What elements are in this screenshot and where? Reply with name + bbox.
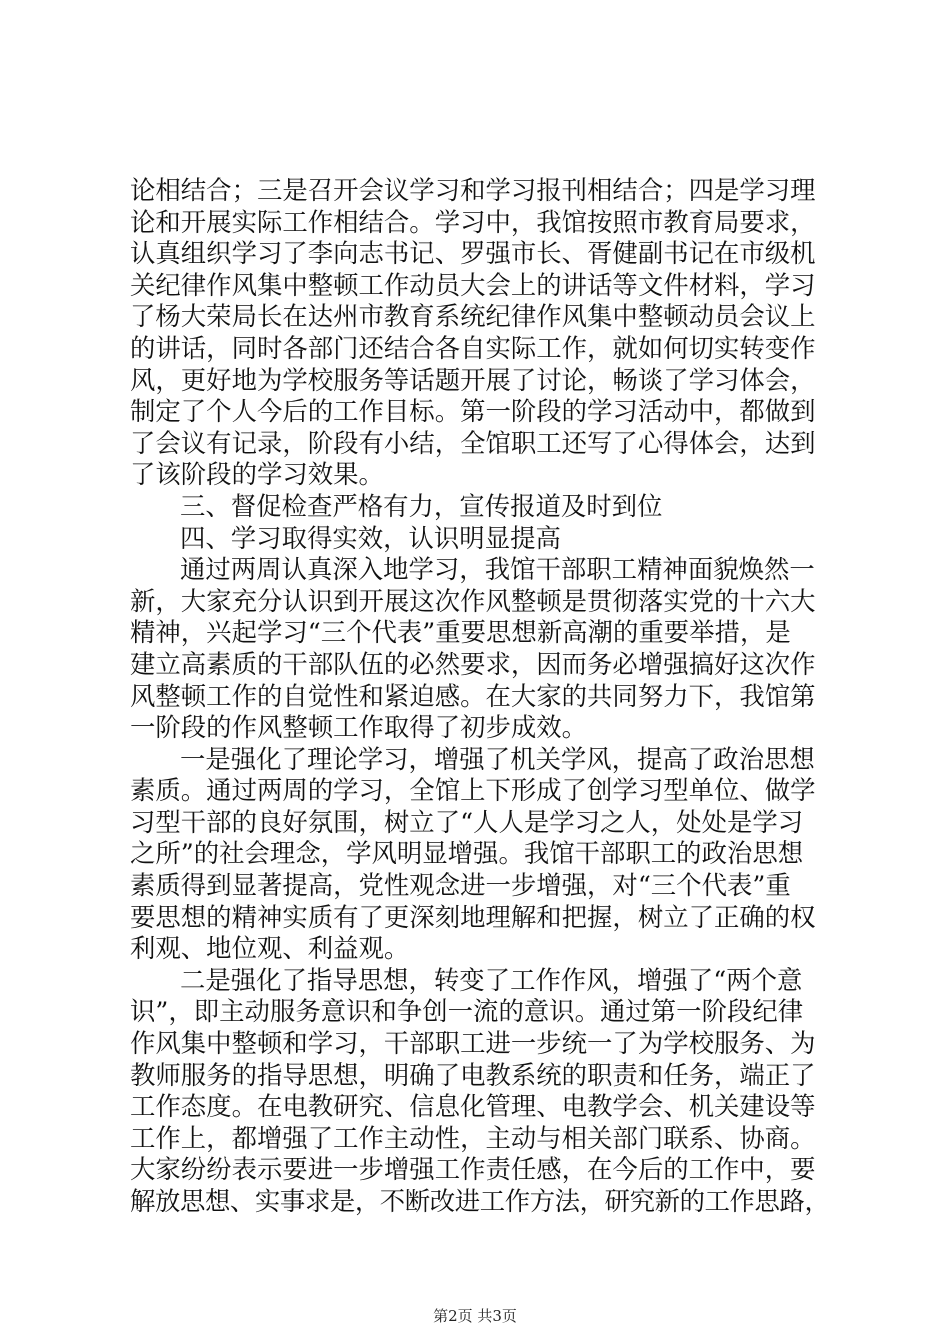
text-line: 利观、地位观、利益观。 (130, 933, 410, 964)
text-line: 关纪律作风集中整顿工作动员大会上的讲话等文件材料，学习 (130, 269, 816, 300)
text-line: 精神，兴起学习“三个代表”重要思想新高潮的重要举措，是 (130, 617, 791, 648)
text-line: 识”，即主动服务意识和争创一流的意识。通过第一阶段纪律 (130, 996, 804, 1027)
text-line: 工作上，都增强了工作主动性，主动与相关部门联系、协商。 (130, 1122, 816, 1153)
text-line: 习型干部的良好氛围，树立了“人人是学习之人，处处是学习 (130, 806, 804, 837)
page-footer: 第2页 共3页 (433, 1307, 517, 1325)
text-line: 四、学习取得实效，认识明显提高 (180, 522, 561, 553)
text-line: 了该阶段的学习效果。 (130, 459, 384, 490)
text-line: 作风集中整顿和学习，干部职工进一步统一了为学校服务、为 (130, 1028, 816, 1059)
document-body (130, 175, 830, 1218)
text-line: 建立高素质的干部队伍的必然要求，因而务必增强搞好这次作 (130, 648, 816, 679)
text-line: 新，大家充分认识到开展这次作风整顿是贯彻落实党的十六大 (130, 585, 816, 616)
text-line: 了杨大荣局长在达州市教育系统纪律作风集中整顿动员会议上 (130, 301, 816, 332)
text-line: 制定了个人今后的工作目标。第一阶段的学习活动中，都做到 (130, 396, 816, 427)
text-line: 解放思想、实事求是，不断改进工作方法，研究新的工作思路， (130, 1186, 830, 1216)
text-line: 素质得到显著提高，党性观念进一步增强，对“三个代表”重 (130, 870, 791, 901)
text-line: 了会议有记录，阶段有小结，全馆职工还写了心得体会，达到 (130, 427, 816, 458)
text-line: 的讲话，同时各部门还结合各自实际工作，就如何切实转变作 (130, 332, 816, 363)
text-line: 通过两周认真深入地学习，我馆干部职工精神面貌焕然一 (180, 554, 815, 585)
text-line: 一阶段的作风整顿工作取得了初步成效。 (130, 712, 588, 743)
text-line: 素质。通过两周的学习，全馆上下形成了创学习型单位、做学 (130, 775, 816, 806)
text-line: 风，更好地为学校服务等话题开展了讨论，畅谈了学习体会， (130, 364, 816, 395)
text-line: 一是强化了理论学习，增强了机关学风，提高了政治思想 (180, 743, 815, 774)
text-line: 教师服务的指导思想，明确了电教系统的职责和任务，端正了 (130, 1059, 816, 1090)
text-line: 论和开展实际工作相结合。学习中，我馆按照市教育局要求， (130, 206, 816, 237)
text-line: 工作态度。在电教研究、信息化管理、电教学会、机关建设等 (130, 1091, 816, 1122)
text-line: 三、督促检查严格有力，宣传报道及时到位 (180, 490, 663, 521)
text-line: 要思想的精神实质有了更深刻地理解和把握，树立了正确的权 (130, 901, 816, 932)
text-line: 认真组织学习了李向志书记、罗强市长、胥健副书记在市级机 (130, 238, 816, 269)
text-line: 二是强化了指导思想，转变了工作作风，增强了“两个意 (180, 964, 803, 995)
text-line: 大家纷纷表示要进一步增强工作责任感，在今后的工作中，要 (130, 1154, 816, 1185)
text-line: 之所”的社会理念，学风明显增强。我馆干部职工的政治思想 (130, 838, 804, 869)
text-line: 风整顿工作的自觉性和紧迫感。在大家的共同努力下，我馆第 (130, 680, 816, 711)
text-line: 论相结合；三是召开会议学习和学习报刊相结合；四是学习理 (130, 175, 816, 205)
